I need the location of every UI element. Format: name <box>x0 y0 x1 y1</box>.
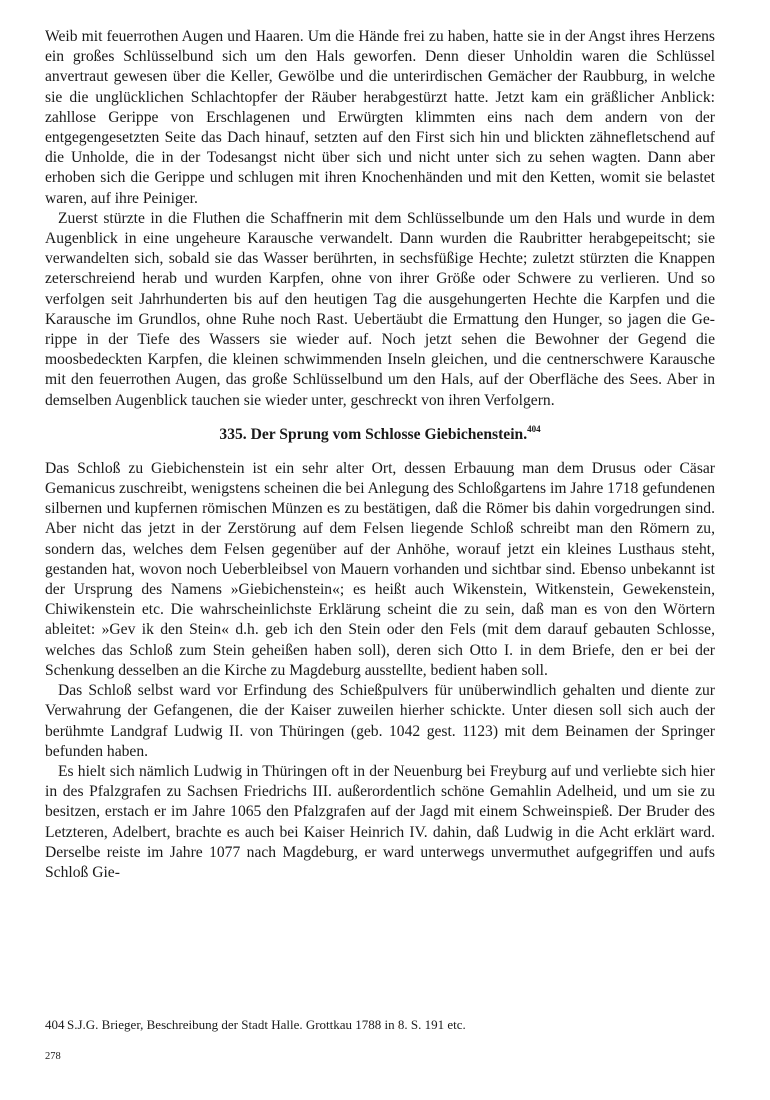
story-paragraph-1: Weib mit feuerrothen Augen und Haaren. Um die Hände frei zu haben, hatte sie in der Angst ihres Herzens ein großes Schlüsselbund sich um den Hals geworfen. Denn dieser Unholdin waren die Schlüssel anvertraut gewesen über die Keller, Gewölbe und die unterirdischen Gemächer der Raubburg, in welche sie die unglücklichen Schlachtopfer der Räuber herabgestürzt hatte. Jetzt kam ein gräßlicher Anblick: zahllose Gerippe von Erschlagenen und Erwürgten klimmten eins nach dem andern von der entgegengesetzten Seite das Dach hinauf, setzten auf den First sich hin und blickten zähnefletschend auf die Unholde, die in der Todesangst nicht über sich und nicht unter sich zu sehen wagten. Dann aber erhoben sich die Gerippe und schlugen mit ihren Knochenhänden und mit den Ketten, womit sie belastet waren, auf ihre Peiniger. <box>45 28 715 207</box>
section-title <box>45 425 715 445</box>
footnote <box>45 1016 715 1033</box>
page-body <box>45 27 715 883</box>
footnote-number: 404 <box>45 1017 65 1032</box>
section-paragraph-1: Das Schloß zu Giebichenstein ist ein sehr alter Ort, dessen Erbauung man dem Drusus oder Cäsar Gemanicus zuschreibt, wenigstens scheinen die bei Anlegung des Schloßgartens im Jahre 1718 gefundenen silbernen und kupfernen römischen Münzen es zu bestätigen, daß die Römer bis dahin vorgedrungen sind. Aber nicht das jetzt in der Zerstörung auf dem Felsen liegende Schloß schreibt man den Römern zu, sondern das, welches dem Felsen gegenüber auf der Anhöhe, worauf jetzt ein kleines Lusthaus steht, gestanden hat, wovon noch Ueberbleibsel von Mauern vorhanden und sichtbar sind. Ebenso unbekannt ist der Ursprung des Namens »Giebichenstein«; es heißt auch Wikenstein, Witkenstein, Gewekenstein, Chiwikenstein etc. Die wahrscheinlichste Erklärung scheint die zu sein, daß man es von den Wörtern ableitet: »Gev ik den Stein« d.h. geb ich den Stein oder den Fels (mit dem darauf gebauten Schlosse, welches das Schloß zum Stein geheißen haben soll), deren sich Otto I. in dem Briefe, den er bei der Schenkung desselben an die Kirche zu Magdeburg ausstellte, bedient haben soll. <box>45 459 715 679</box>
page-number: 278 <box>45 1051 61 1062</box>
footnote-reference[interactable]: 404 <box>527 423 541 434</box>
section-paragraph-3: Es hielt sich nämlich Ludwig in Thüringen oft in der Neuenburg bei Freyburg auf und verliebte sich hier in des Pfalzgrafen zu Sachsen Friedrichs III. außerordentlich schöne Gemahlin Adelheid, und um sie zu besitzen, erstach er im Jahre 1065 den Pfalzgrafen auf der Jagd mit einem Schweinspieß. Der Bruder des Letzteren, Adelbert, brachte es auch bei Kaiser Heinrich IV. dahin, daß Ludwig in die Acht erklärt ward. Derselbe reiste im Jahre 1077 nach Magdeburg, er ward unterwegs unvermuthet aufgegriffen und aufs Schloß Gie- <box>45 762 715 881</box>
section-paragraph-2: Das Schloß selbst ward vor Erfindung des Schießpulvers für unüberwindlich gehalten und diente zur Verwahrung der Gefangenen, die der Kaiser zuweilen hierher schickte. Unter diesen soll sich auch der berühmte Landgraf Ludwig II. von Thüringen (geb. 1042 gest. 1123) mit dem Beinamen der Springer befunden haben. <box>45 682 715 760</box>
footnote-text: S.J.G. Brieger, Beschreibung der Stadt Halle. Grottkau 1788 in 8. S. 191 etc. <box>67 1017 466 1032</box>
story-paragraph-2: Zuerst stürzte in die Fluthen die Schaffnerin mit dem Schlüsselbunde um den Hals und wurde in dem Augenblick in eine ungeheure Karausche verwandelt. Dann wurden die Raubritter herabgepeitscht; sie verwandelten sich, sobald sie das Wasser berührten, in sechsfüßige Hechte; zuletzt stürzten die Knappen zeterschreiend herab und wurden Karpfen, ohne von ihrer Größe oder Schwere zu verlieren. Und so verfolgen seit Jahrhunderten bis auf den heutigen Tag die ausgehungerten Hechte die Karpfen und die Karausche im Grundlos, ohne Ruhe noch Rast. Uebertäubt die Ermattung den Hunger, so jagen die Gerippe in der Tiefe des Wassers sie wieder auf. Noch jetzt sehen die Bewohner der Gegend die moosbedeckten Karpfen, die kleinen schwimmenden Inseln gleichen, und die centnerschwere Karausche mit den feuerrothen Augen, das große Schlüsselbund um den Hals, auf der Oberfläche des Sees. Aber in demselben Augenblick tauchen sie wieder unter, geschreckt von ihren Verfolgern. <box>45 209 715 409</box>
section-title-text: 335. Der Sprung vom Schlosse Giebichenstein. <box>219 425 528 443</box>
